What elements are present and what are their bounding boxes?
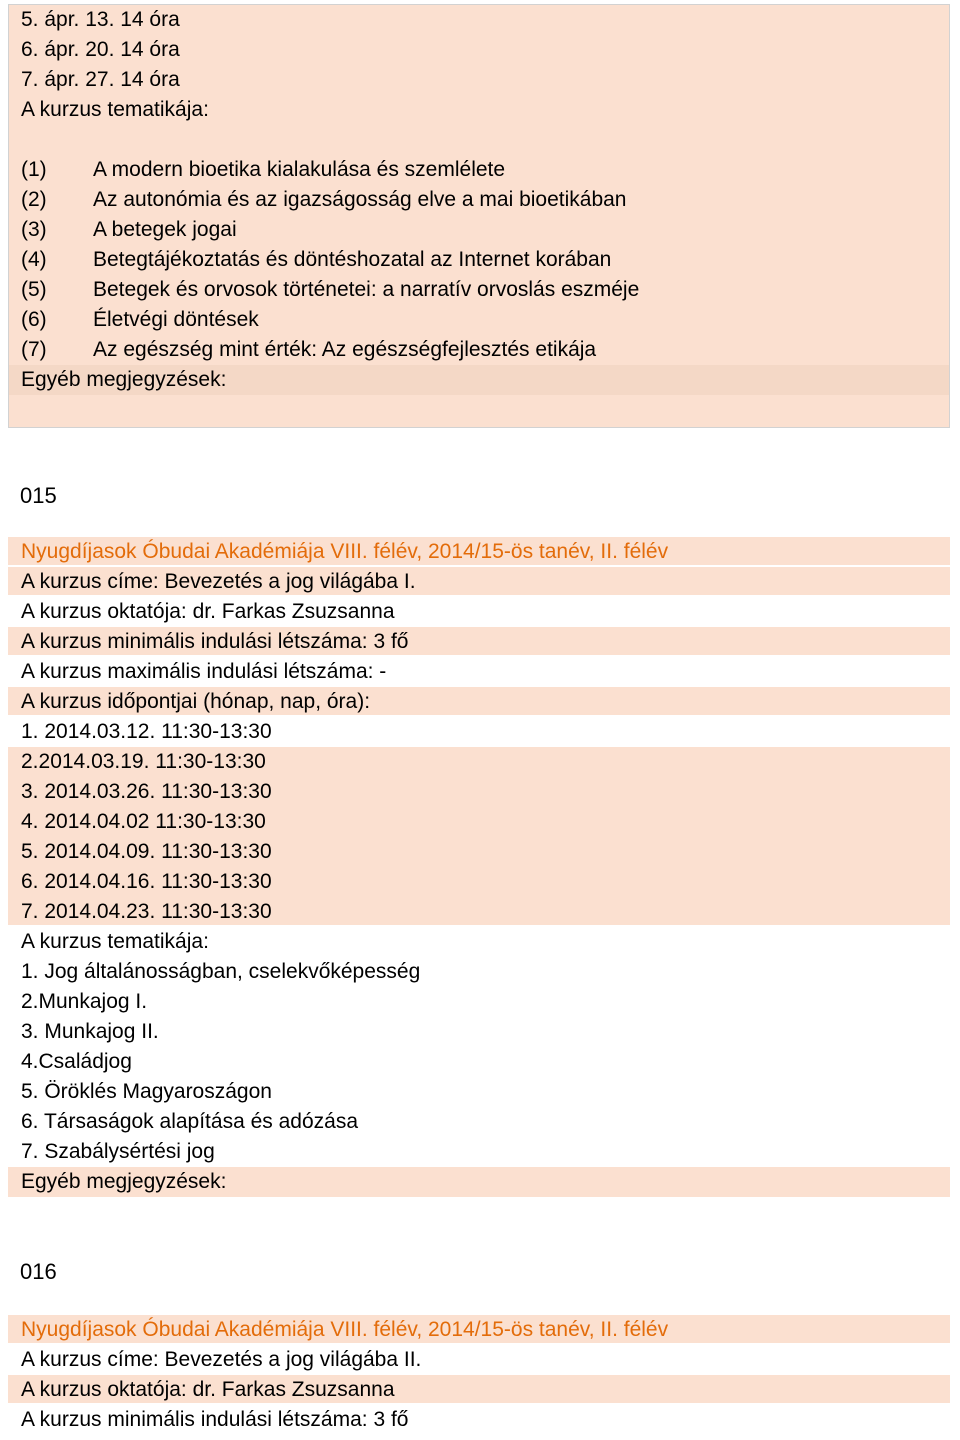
course-teacher: A kurzus oktatója: dr. Farkas Zsuzsanna — [8, 1375, 950, 1405]
topic-row: 4.Családjog — [21, 1050, 132, 1073]
course-times-label: A kurzus időpontjai (hónap, nap, óra): — [8, 687, 950, 717]
topic-row: (5) Betegek és orvosok történetei: a narratív orvoslás eszméje — [21, 278, 640, 301]
time-row: 7. 2014.04.23. 11:30-13:30 — [8, 897, 950, 927]
topic-row: (7) Az egészség mint érték: Az egészségfejlesztés etikája — [21, 338, 597, 361]
course-topics-label: A kurzus tematikája: — [8, 927, 950, 957]
course-016 — [8, 1315, 950, 1435]
course-title: A kurzus címe: Bevezetés a jog világába I. — [8, 567, 950, 597]
topic-row: 2.Munkajog I. — [21, 990, 148, 1013]
time-row: 4. 2014.04.02 11:30-13:30 — [8, 807, 950, 837]
time-row: 5. 2014.04.09. 11:30-13:30 — [8, 837, 950, 867]
topic-row: (2) Az autonómia és az igazságosság elve a mai bioetikában — [21, 188, 627, 211]
time-row: 6. 2014.04.16. 11:30-13:30 — [8, 867, 950, 897]
time-row: 3. 2014.03.26. 11:30-13:30 — [8, 777, 950, 807]
topic-row: 3. Munkajog II. — [21, 1020, 159, 1043]
date-row: 5. ápr. 13. 14 óra — [21, 8, 180, 31]
notes-label: Egyéb megjegyzések: — [8, 1167, 950, 1197]
notes-label: Egyéb megjegyzések: — [9, 365, 949, 395]
course-title: A kurzus címe: Bevezetés a jog világába II. — [8, 1345, 950, 1375]
course-header: Nyugdíjasok Óbudai Akadémiája VIII. félév, 2014/15-ös tanév, II. félév — [8, 1315, 950, 1345]
course-015 — [8, 537, 950, 1197]
blank-row — [9, 125, 949, 155]
topic-row: 6. Társaságok alapítása és adózása — [21, 1110, 358, 1133]
course-min: A kurzus minimális indulási létszáma: 3 fő — [8, 627, 950, 657]
course-min: A kurzus minimális indulási létszáma: 3 fő — [8, 1405, 950, 1435]
course-number: 015 — [20, 483, 57, 508]
course-header: Nyugdíjasok Óbudai Akadémiája VIII. félév, 2014/15-ös tanév, II. félév — [8, 537, 950, 567]
date-row: 7. ápr. 27. 14 óra — [21, 68, 180, 91]
time-row: 2.2014.03.19. 11:30-13:30 — [8, 747, 950, 777]
course-number: 016 — [20, 1259, 57, 1284]
previous-course-box — [8, 4, 950, 428]
topics-label: A kurzus tematikája: — [21, 98, 209, 121]
course-max: A kurzus maximális indulási létszáma: - — [8, 657, 950, 687]
course-teacher: A kurzus oktatója: dr. Farkas Zsuzsanna — [8, 597, 950, 627]
topic-row: 5. Öröklés Magyaroszágon — [21, 1080, 272, 1103]
topic-row: 1. Jog általánosságban, cselekvőképesség — [21, 960, 421, 983]
topic-row: (1) A modern bioetika kialakulása és szemlélete — [21, 158, 506, 181]
topic-row: (6) Életvégi döntések — [21, 308, 259, 331]
topic-row: 7. Szabálysértési jog — [8, 1137, 950, 1167]
time-row: 1. 2014.03.12. 11:30-13:30 — [21, 720, 272, 743]
topic-row: (3) A betegek jogai — [21, 218, 237, 241]
topic-row: (4) Betegtájékoztatás és döntéshozatal az Internet korában — [21, 248, 612, 271]
date-row: 6. ápr. 20. 14 óra — [21, 38, 180, 61]
